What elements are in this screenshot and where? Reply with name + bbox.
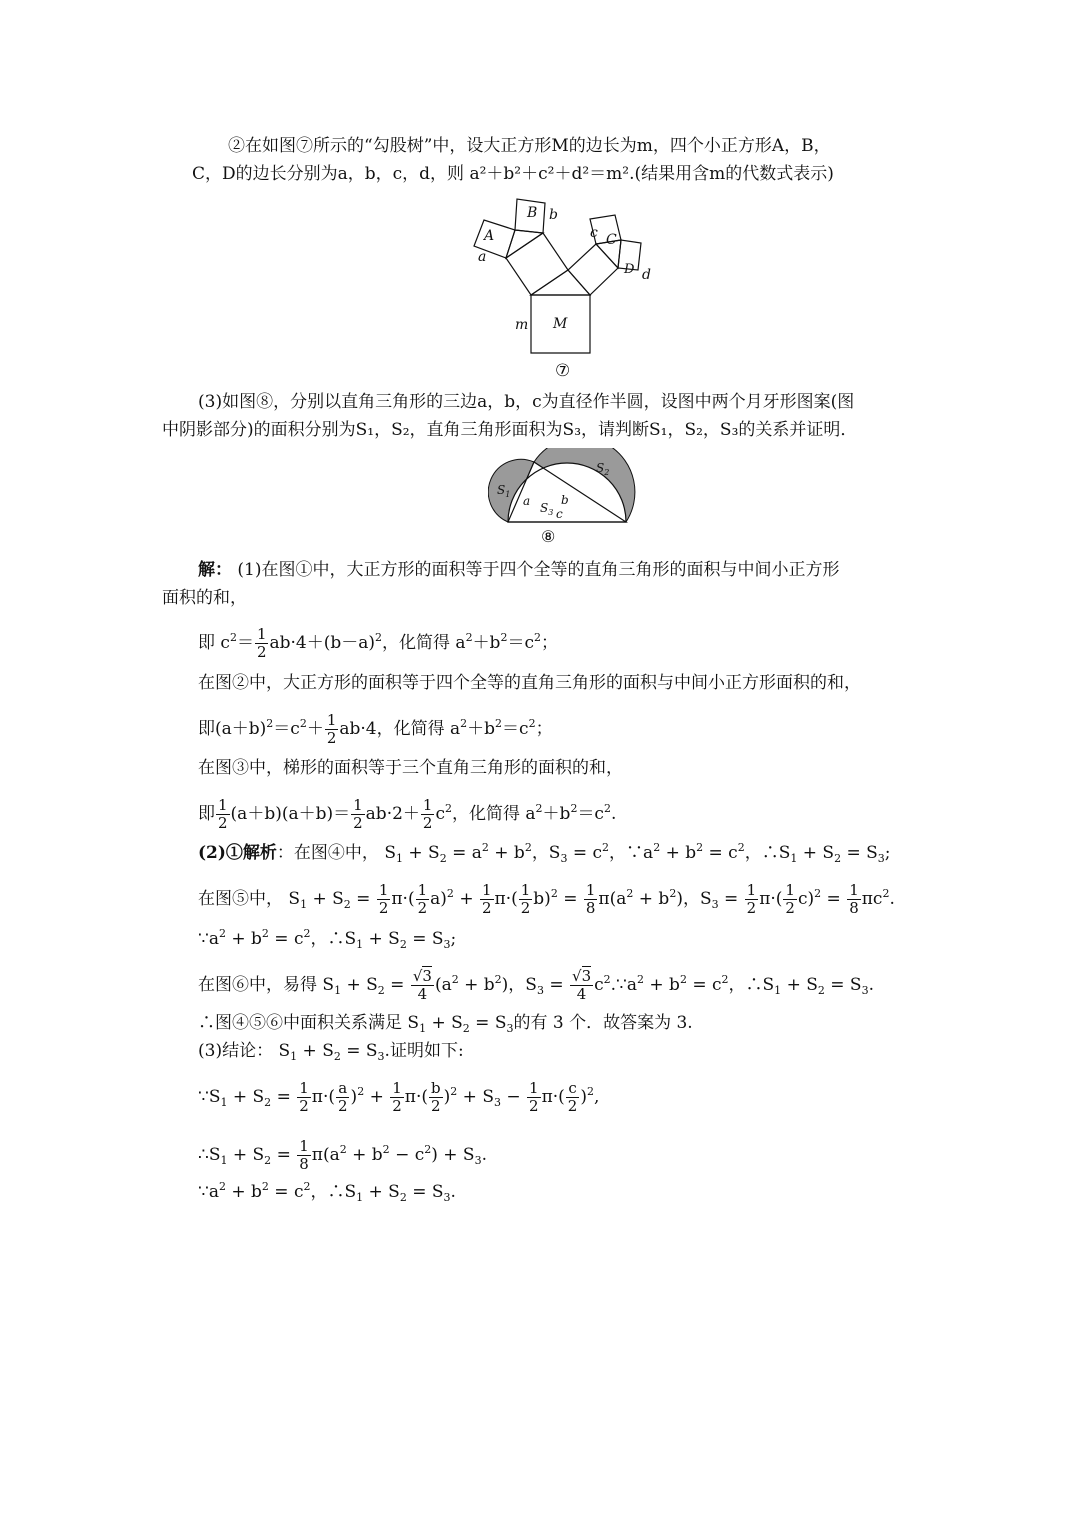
part2-figure-6: 在图⑥中，易得 $S_1 + S_2$ = $\frac{√3}{4}$ $(a^2 + b^2)$，$S_3$ = $\frac{√3}{4}$ $c^2.\because a^2 + b^2 = c^2$，$\therefore S_1 + S_2 = S_3$. xyxy=(198,967,874,1003)
part2-figure-5: 在图⑤中， $S_1 + S_2$ = $\frac{1}{2}$ π·( $\frac{1}{2}$ a)$^2$ + $\frac{1}{2}$ π·( $\frac{1}{2}$ b)$^2$ = $\frac{1}{8}$ $\pi(a^2 + b^2)$，$S_3$ = $\frac{1}{2}$ π·( $\frac{1}{2}$ c)$^2$ = $\frac{1}{8}$ $\pi c^2$. xyxy=(198,881,895,917)
side-a: a xyxy=(478,249,487,265)
q2-line-2: C，D的边长分别为a，b，c，d，则 a²＋b²＋c²＋d²＝m².(结果用含m的代数式表示) xyxy=(192,164,834,184)
label-m-square: M xyxy=(553,316,568,332)
side-b-8: b xyxy=(561,493,569,507)
square-left-middle xyxy=(506,233,568,295)
label-s1: $S_1$ xyxy=(497,483,511,499)
figure-7-caption: ⑦ xyxy=(555,361,571,381)
label-c-square: C xyxy=(606,232,617,248)
side-b: b xyxy=(549,207,558,223)
label-b-square: B xyxy=(527,205,538,221)
solution-line-1: 解： (1)在图①中，大正方形的面积等于四个全等的直角三角形的面积与中间小正方形 xyxy=(198,560,840,580)
side-d: d xyxy=(642,267,651,283)
label-d-square: D xyxy=(624,262,635,277)
label-a-square: A xyxy=(484,228,495,244)
since-line-1: $\because a^2 + b^2 = c^2$，$\therefore S_1 + S_2 = S_3$; xyxy=(198,927,457,951)
q3-line-1: (3)如图⑧，分别以直角三角形的三边a，b，c为直径作半圆，设图中两个月牙形图案(图 xyxy=(198,392,855,412)
figure-8-lunes xyxy=(488,448,638,548)
figure-8-caption: ⑧ xyxy=(541,527,556,546)
equation-1: 即 $c^2=$ $\frac{1}{2}$ $ab\cdot 4+(b-a)^2$，化简得 $a^2+b^2=c^2$； xyxy=(198,625,558,661)
solution-line-1b: 面积的和， xyxy=(162,588,247,608)
side-a-8: a xyxy=(523,494,531,508)
proof-line-1: $\because S_1 + S_2$ = $\frac{1}{2}$ π·( $\frac{a}{2}$ )$^2$ + $\frac{1}{2}$ π·( $\frac{b}{2}$ )$^2 + S_3$ − $\frac{1}{2}$ π·( $\frac{c}{2}$ )$^2$, xyxy=(198,1079,600,1115)
q2-line-1: ②在如图⑦所示的“勾股树”中，设大正方形M的边长为m，四个小正方形A，B， xyxy=(228,136,831,156)
proof-line-3: $\because a^2 + b^2 = c^2$，$\therefore S_1 + S_2 = S_3$. xyxy=(198,1180,456,1204)
side-c-8: c xyxy=(556,507,563,521)
figure-7-pythagoras-tree xyxy=(460,192,660,382)
equation-3: 即 $\frac{1}{2}$ (a＋b)(a＋b)＝ $\frac{1}{2}$ ab·2＋ $\frac{1}{2}$ $c^2$，化简得 $a^2+b^2=c^2$. xyxy=(198,796,617,832)
solution-label: 解： xyxy=(198,560,232,580)
proof-line-2: $\therefore S_1 + S_2$ = $\frac{1}{8}$ $\pi(a^2 + b^2 - c^2) + S_3$. xyxy=(198,1137,487,1173)
part2-figure-4: (2)①解析：在图④中， $S_1 + S_2 = a^2 + b^2$，$S_3 = c^2$，$\because a^2 + b^2 = c^2$，$\therefore S_1 + S_2 = S_3$; xyxy=(198,841,891,865)
square-right-middle xyxy=(568,244,618,295)
solution-para-3: 在图③中，梯形的面积等于三个直角三角形的面积的和， xyxy=(198,758,623,778)
label-s3: $S_3$ xyxy=(540,501,554,517)
q3-line-2: 中阴影部分)的面积分别为S₁，S₂，直角三角形面积为S₃，请判断S₁，S₂，S₃的关系并证明． xyxy=(162,420,858,440)
part3-conclusion: (3)结论： $S_1 + S_2 = S_3$.证明如下: xyxy=(198,1041,464,1063)
side-c: c xyxy=(590,225,598,241)
side-m: m xyxy=(515,317,529,333)
label-s2: $S_2$ xyxy=(596,461,610,477)
solution-para-2: 在图②中，大正方形的面积等于四个全等的直角三角形的面积与中间小正方形面积的和， xyxy=(198,673,861,693)
equation-2: 即$(a+b)^2=c^2+$ $\frac{1}{2}$ ab·4，化简得 $a^2+b^2=c^2$； xyxy=(198,711,553,747)
count-line: ∴图④⑤⑥中面积关系满足 $S_1 + S_2 = S_3$的有 3 个．故答案为 3. xyxy=(198,1013,693,1035)
